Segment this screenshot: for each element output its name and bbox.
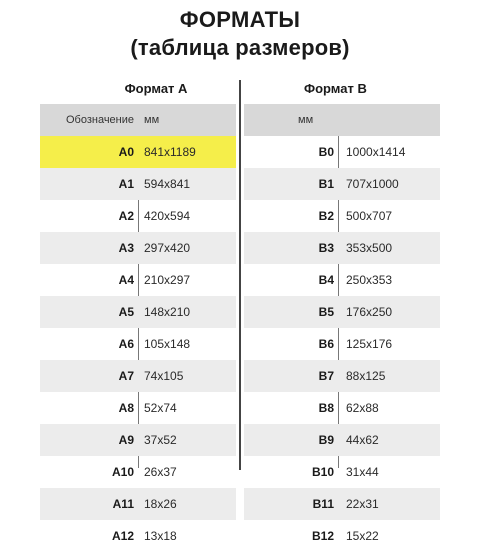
format-size: 22x31 <box>346 497 379 511</box>
format-size: 37x52 <box>144 433 177 447</box>
format-a-table <box>40 78 236 552</box>
format-code: B11 <box>312 497 334 511</box>
table-row <box>40 296 236 328</box>
format-b-heading: Формат В <box>304 81 367 96</box>
format-code: B3 <box>318 241 334 255</box>
table-row <box>40 200 236 232</box>
format-code: B2 <box>318 209 334 223</box>
table-row <box>244 264 440 296</box>
format-code: A4 <box>118 273 134 287</box>
format-size: 1000x1414 <box>346 145 406 159</box>
format-size: 500x707 <box>346 209 393 223</box>
format-size: 88x125 <box>346 369 386 383</box>
format-code: A1 <box>118 177 134 191</box>
format-code: A0 <box>118 145 134 159</box>
table-row <box>244 136 440 168</box>
column-mm-label: мм <box>298 114 314 126</box>
table-row <box>40 392 236 424</box>
format-size: 31x44 <box>346 465 379 479</box>
table-row <box>244 520 440 552</box>
format-code: A5 <box>118 305 134 319</box>
format-code: B0 <box>318 145 334 159</box>
table-row <box>40 168 236 200</box>
table-row <box>244 328 440 360</box>
format-code: A10 <box>111 465 134 479</box>
format-b-table <box>244 78 440 552</box>
table-row <box>244 392 440 424</box>
format-size: 594x841 <box>144 177 191 191</box>
format-code: B7 <box>318 369 334 383</box>
table-row <box>244 424 440 456</box>
format-code: B6 <box>318 337 334 351</box>
format-code: B9 <box>318 433 334 447</box>
format-b-rows <box>244 136 440 552</box>
page-title <box>0 6 480 62</box>
format-code: B4 <box>318 273 334 287</box>
format-code: A8 <box>118 401 134 415</box>
format-code: A9 <box>118 433 134 447</box>
table-row <box>40 232 236 264</box>
table-row <box>40 360 236 392</box>
table-row <box>244 168 440 200</box>
title-subtitle: (таблица размеров) <box>130 35 350 60</box>
format-size: 353x500 <box>346 241 393 255</box>
table-row <box>40 520 236 552</box>
format-code: B8 <box>318 401 334 415</box>
table-row <box>40 328 236 360</box>
format-a-heading: Формат А <box>124 81 188 96</box>
format-size: 176x250 <box>346 305 393 319</box>
format-size: 148x210 <box>144 305 191 319</box>
column-mm-label: мм <box>144 114 160 126</box>
format-code: B5 <box>318 305 334 319</box>
format-size: 62x88 <box>346 401 379 415</box>
format-size: 250x353 <box>346 273 393 287</box>
table-row <box>40 456 236 488</box>
table-row <box>244 296 440 328</box>
format-code: A12 <box>111 529 134 543</box>
format-b-column-header <box>244 104 440 136</box>
format-size: 297x420 <box>144 241 191 255</box>
format-a-rows <box>40 136 236 552</box>
format-code: A2 <box>118 209 134 223</box>
table-row <box>40 264 236 296</box>
table-row <box>244 360 440 392</box>
table-row <box>40 488 236 520</box>
format-code: B12 <box>311 529 334 543</box>
column-format-label: Обозначение <box>65 114 134 126</box>
format-code: B10 <box>311 465 334 479</box>
format-size: 210x297 <box>144 273 191 287</box>
table-row <box>244 488 440 520</box>
format-code: A7 <box>118 369 134 383</box>
format-size: 15x22 <box>346 529 379 543</box>
format-size: 420x594 <box>144 209 191 223</box>
format-size: 18x26 <box>144 497 177 511</box>
format-size: 707x1000 <box>346 177 399 191</box>
table-row <box>40 424 236 456</box>
table-row <box>244 456 440 488</box>
format-a-column-header <box>40 104 236 136</box>
format-size: 74x105 <box>144 369 184 383</box>
format-code: A6 <box>118 337 134 351</box>
format-size: 26x37 <box>144 465 177 479</box>
format-code: B1 <box>318 177 334 191</box>
format-size: 52x74 <box>144 401 177 415</box>
title-main: ФОРМАТЫ <box>179 7 301 32</box>
format-size: 13x18 <box>144 529 177 543</box>
format-code: A3 <box>118 241 134 255</box>
table-row <box>40 136 236 168</box>
format-size: 125x176 <box>346 337 393 351</box>
format-size: 105x148 <box>144 337 191 351</box>
format-code: A11 <box>112 497 134 511</box>
center-divider <box>239 80 241 470</box>
format-size: 841x1189 <box>144 145 196 159</box>
table-row <box>244 232 440 264</box>
table-row <box>244 200 440 232</box>
format-size: 44x62 <box>346 433 379 447</box>
